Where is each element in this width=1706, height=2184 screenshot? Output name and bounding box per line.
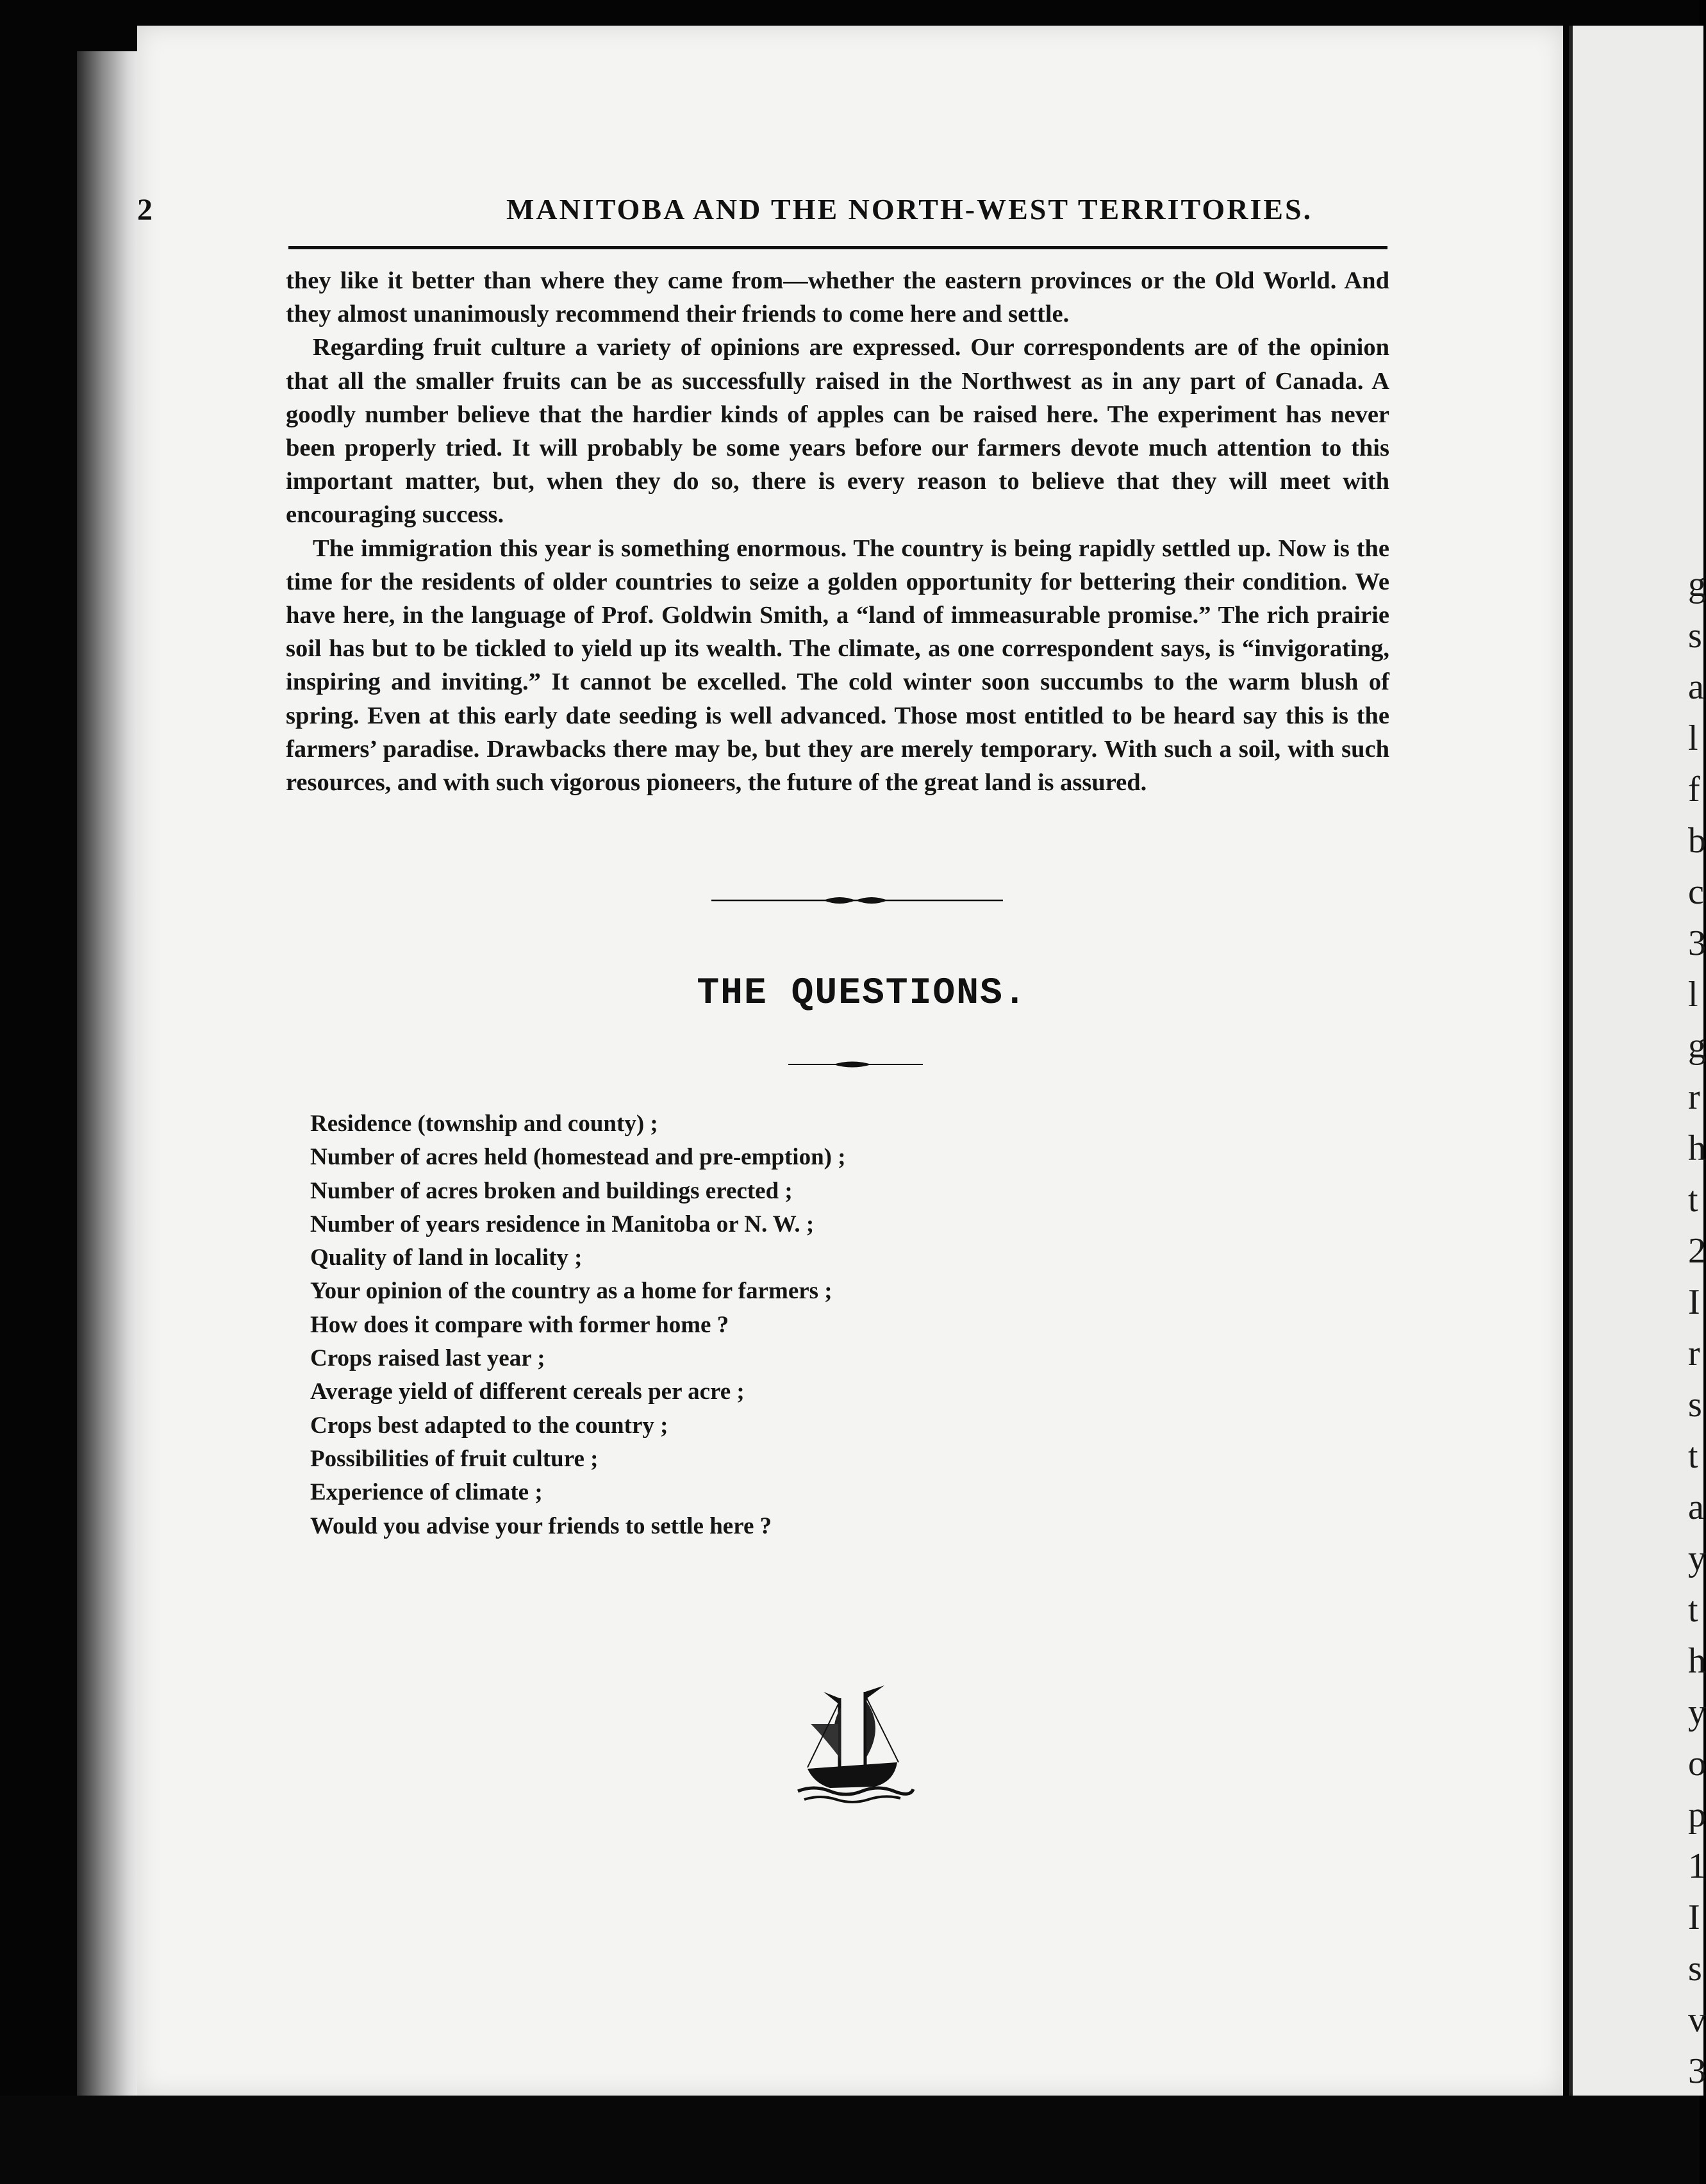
book-spine-edge — [77, 51, 141, 2096]
question-item: Quality of land in locality ; — [310, 1245, 583, 1271]
paragraph-3: The immigration this year is something enormous. The country is being rapidly settled up. Now is the time for the residents of older countries to seize a golden opportunity for bettering their condition. We have here, in the language of Prof. Goldwin Smith, a “land of immeasurable promise.” The rich prairie soil has but to be tickled to yield up its wealth. The climate, as one correspondent says, is “invigorating, inspiring and inviting.” It cannot be excelled. The cold winter soon succumbs to the warm blush of spring. Even at this early date seeding is well advanced. Those most entitled to be heard say this is the farmers’ paradise. Drawbacks there may be, but they are merely temporary. With such a soil, with such resources, and with such vigorous pioneers, the future of the great land is assured. — [286, 534, 1389, 797]
next-page-fragment: h — [1688, 1129, 1706, 1168]
next-page-fragment: r — [1688, 1077, 1700, 1117]
next-page-fragment: b — [1688, 821, 1706, 861]
next-page-fragment: 1 — [1688, 1846, 1706, 1886]
question-item: Crops best adapted to the country ; — [310, 1412, 668, 1439]
next-page-fragment: f — [1688, 770, 1700, 809]
next-page-fragment: g — [1688, 565, 1706, 604]
sailing-ship-emblem-icon — [788, 1685, 916, 1814]
next-page-fragment: I — [1688, 1282, 1700, 1322]
next-page-fragment: l — [1688, 718, 1698, 758]
next-page-fragment: p — [1688, 1795, 1706, 1835]
question-item: Residence (township and county) ; — [310, 1111, 658, 1137]
next-page-fragment: o — [1688, 1744, 1706, 1783]
question-item: Would you advise your friends to settle here ? — [310, 1512, 772, 1539]
next-page-fragment: t — [1688, 1180, 1698, 1220]
next-page-fragment: a — [1688, 667, 1704, 707]
small-divider-ornament-icon — [788, 1059, 923, 1070]
question-item: Average yield of different cereals per acre ; — [310, 1378, 745, 1405]
next-page-fragment: y — [1688, 1539, 1706, 1578]
question-item: How does it compare with former home ? — [310, 1311, 729, 1338]
next-page-fragment: g — [1688, 1026, 1706, 1066]
body-text — [286, 264, 1389, 799]
running-head: MANITOBA AND THE NORTH-WEST TERRITORIES. — [506, 193, 1313, 226]
question-item: Number of years residence in Manitoba or N. W. ; — [310, 1211, 815, 1237]
question-item: Number of acres held (homestead and pre-emption) ; — [310, 1144, 846, 1171]
next-page-fragment: 3 — [1688, 923, 1706, 963]
questions-list — [310, 1107, 1079, 1543]
next-page-fragment: y — [1688, 1692, 1706, 1732]
page-number: 2 — [137, 193, 153, 227]
header-rule — [288, 246, 1387, 249]
next-page-fragment: 2 — [1688, 1231, 1706, 1271]
question-item: Number of acres broken and buildings erected ; — [310, 1177, 793, 1204]
next-page-fragment: r — [1688, 1334, 1700, 1373]
paragraph-2: Regarding fruit culture a variety of opinions are expressed. Our correspondents are of the opinion that all the smaller fruits can be as successfully raised in the Northwest as in any part of Canada. A goodly number believe that the hardier kinds of apples can be raised here. The experiment has never been properly tried. It will probably be some years before our farmers devote much attention to this important matter, but, when they do so, there is every reason to believe that they will meet with encouraging success. — [286, 334, 1389, 529]
paragraph-1: they like it better than where they came from—whether the eastern provinces or the Old World. And they almost unanimously recommend their friends to come here and settle. — [286, 267, 1389, 328]
scroll-divider-ornament-icon — [711, 894, 1003, 907]
question-item: Your opinion of the country as a home for farmers ; — [310, 1278, 832, 1305]
next-page-fragment: t — [1688, 1590, 1698, 1630]
next-page-fragment: s — [1688, 616, 1702, 656]
next-page-fragment: h — [1688, 1641, 1706, 1681]
question-item: Possibilities of fruit culture ; — [310, 1445, 599, 1472]
next-page-fragment: s — [1688, 1385, 1702, 1425]
next-page-fragment: v — [1688, 2000, 1706, 2040]
next-page-fragment: t — [1688, 1436, 1698, 1476]
next-page-fragment: s — [1688, 1949, 1702, 1989]
question-item: Crops raised last year ; — [310, 1345, 545, 1372]
next-page-fragment: I — [1688, 1898, 1700, 1937]
next-page-fragment: a — [1688, 1487, 1704, 1527]
section-title: THE QUESTIONS. — [697, 973, 1027, 1014]
next-page-fragment: c — [1688, 872, 1704, 912]
question-item: Experience of climate ; — [310, 1479, 543, 1506]
next-page-sliver — [1569, 26, 1706, 2096]
next-page-fragment: l — [1688, 975, 1698, 1014]
next-page-fragment: 3 — [1688, 2051, 1706, 2091]
scan-bottom-border — [0, 2096, 1700, 2184]
